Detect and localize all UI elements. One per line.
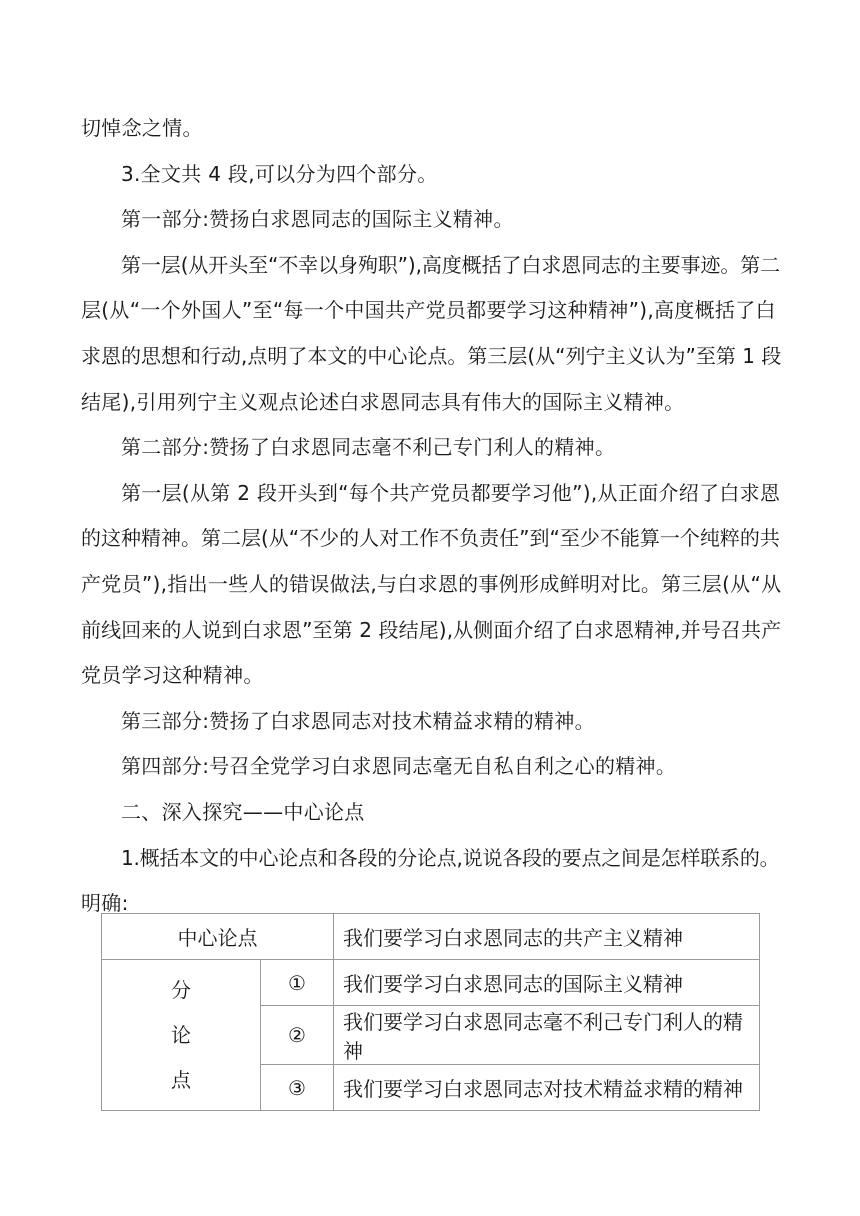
text-line: 第一部分:赞扬白求恩同志的国际主义精神。 bbox=[121, 207, 514, 232]
text-line: 产党员”),指出一些人的错误做法,与白求恩的事例形成鲜明对比。第三层(从“从 bbox=[81, 572, 782, 596]
argument-table bbox=[101, 913, 760, 1111]
text-line: 第一层(从第 2 段开头到“每个共产党员都要学习他”),从正面介绍了白求恩 bbox=[121, 480, 781, 505]
text-line: 切悼念之情。 bbox=[81, 116, 203, 140]
text-line: 党员学习这种精神。 bbox=[81, 663, 264, 688]
text-line: 3.全文共 4 段,可以分为四个部分。 bbox=[121, 161, 438, 186]
sub-thesis-label-char: 分 bbox=[171, 977, 191, 1002]
text-line: 第一层(从开头至“不幸以身殉职”),高度概括了白求恩同志的主要事迹。第二 bbox=[121, 252, 781, 277]
text-line: 的这种精神。第二层(从“不少的人对工作不负责任”到“至少不能算一个纯粹的共 bbox=[81, 526, 780, 551]
sub-thesis-label-char: 点 bbox=[171, 1067, 191, 1092]
text-line: 层(从“一个外国人”至“每一个中国共产党员都要学习这种精神”),高度概括了白 bbox=[81, 298, 776, 323]
sub-thesis-text: 我们要学习白求恩同志毫不利己专门利人的精神 bbox=[334, 1006, 760, 1065]
table-row-main-thesis bbox=[102, 914, 760, 960]
text-line: 求恩的思想和行动,点明了本文的中心论点。第三层(从“列宁主义认为”至第 1 段 bbox=[81, 344, 782, 368]
text-line: 前线回来的人说到白求恩”至第 2 段结尾),从侧面介绍了白求恩精神,并号召共产 bbox=[81, 617, 782, 642]
sub-thesis-number: ③ bbox=[261, 1065, 334, 1111]
text-line: 第四部分:号召全党学习白求恩同志毫无自私自利之心的精神。 bbox=[121, 754, 677, 779]
text-line: 第三部分:赞扬了白求恩同志对技术精益求精的精神。 bbox=[121, 708, 595, 733]
sub-thesis-text: 我们要学习白求恩同志的国际主义精神 bbox=[334, 960, 760, 1006]
sub-thesis-label bbox=[102, 960, 261, 1111]
text-line: 1.概括本文的中心论点和各段的分论点,说说各段的要点之间是怎样联系的。 bbox=[121, 845, 780, 870]
main-thesis-label: 中心论点 bbox=[102, 914, 334, 960]
main-thesis-value: 我们要学习白求恩同志的共产主义精神 bbox=[334, 914, 760, 960]
sub-thesis-number: ② bbox=[261, 1006, 334, 1065]
text-line: 第二部分:赞扬了白求恩同志毫不利己专门利人的精神。 bbox=[121, 435, 616, 460]
sub-thesis-number: ① bbox=[261, 960, 334, 1006]
text-line: 二、深入探究——中心论点 bbox=[121, 800, 365, 824]
sub-thesis-text: 我们要学习白求恩同志对技术精益求精的精神 bbox=[334, 1065, 760, 1111]
sub-thesis-label-char: 论 bbox=[171, 1022, 191, 1047]
table-row bbox=[102, 960, 760, 1006]
text-line: 结尾),引用列宁主义观点论述白求恩同志具有伟大的国际主义精神。 bbox=[81, 389, 685, 414]
text-line: 明确: bbox=[81, 891, 129, 916]
